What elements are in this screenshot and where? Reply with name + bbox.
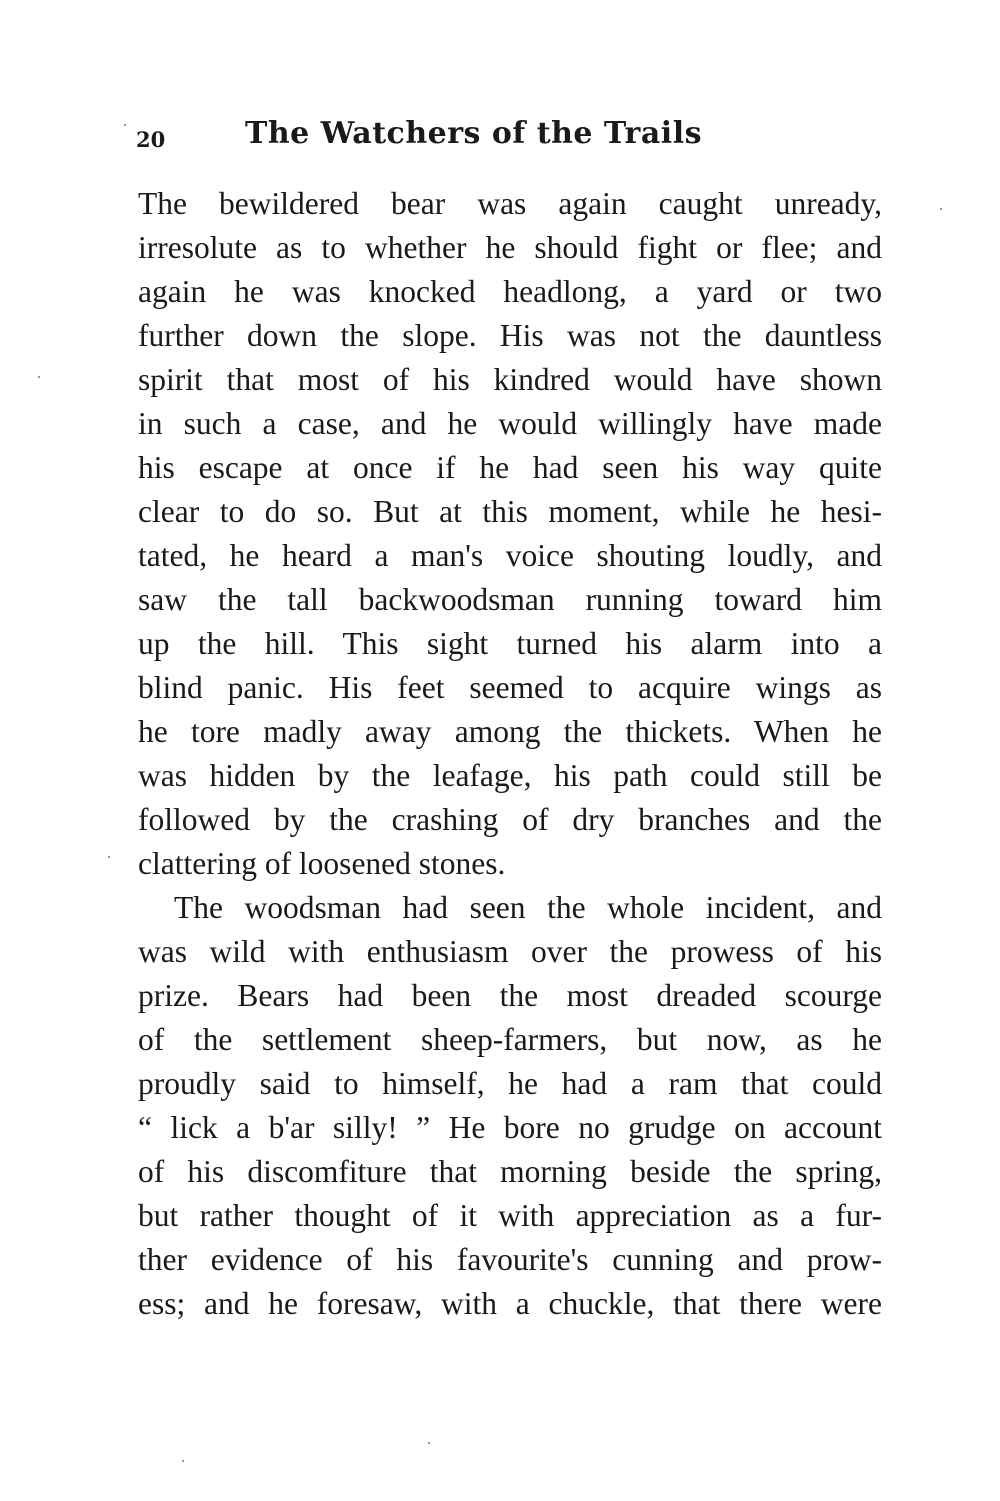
scan-speck [940, 208, 942, 210]
text-line: The woodsman had seen the whole incident, and [174, 890, 882, 925]
text-line: he tore madly away among the thickets. When he [138, 714, 882, 749]
text-line: was wild with enthusiasm over the prowess of his [138, 934, 882, 969]
text-line: tated, he heard a man's voice shouting loudly, and [138, 538, 882, 573]
scan-speck [182, 1460, 184, 1462]
text-line: up the hill. This sight turned his alarm into a [138, 626, 882, 661]
paragraph [138, 886, 882, 1326]
text-line: in such a case, and he would willingly have made [138, 406, 882, 441]
text-line: again he was knocked headlong, a yard or two [138, 274, 882, 309]
text-line: blind panic. His feet seemed to acquire wings as [138, 670, 882, 705]
page-number: 20 [136, 127, 166, 152]
text-line: was hidden by the leafage, his path could still be [138, 758, 882, 793]
running-title: The Watchers of the Trails [245, 116, 702, 151]
text-line: his escape at once if he had seen his way quite [138, 450, 882, 485]
text-line: but rather thought of it with appreciation as a fur- [138, 1198, 882, 1233]
text-line: clear to do so. But at this moment, while he hesi- [138, 494, 882, 529]
text-line: irresolute as to whether he should fight or flee; and [138, 230, 882, 265]
text-line: of the settlement sheep-farmers, but now, as he [138, 1022, 882, 1057]
text-line: ther evidence of his favourite's cunning and prow- [138, 1242, 882, 1277]
paragraph [138, 182, 882, 886]
text-line: spirit that most of his kindred would have shown [138, 362, 882, 397]
scan-speck [428, 1442, 430, 1444]
text-line: ess; and he foresaw, with a chuckle, that there were [138, 1286, 882, 1321]
text-line: clattering of loosened stones. [138, 846, 506, 881]
text-line: proudly said to himself, he had a ram that could [138, 1066, 882, 1101]
scan-speck [124, 124, 126, 126]
text-line: saw the tall backwoodsman running toward him [138, 582, 882, 617]
text-line: prize. Bears had been the most dreaded scourge [138, 978, 882, 1013]
text-line: The bewildered bear was again caught unready, [138, 186, 882, 221]
text-line: of his discomfiture that morning beside the spring, [138, 1154, 882, 1189]
scan-speck [38, 376, 40, 378]
body-text [138, 182, 882, 1326]
text-line: further down the slope. His was not the dauntless [138, 318, 882, 353]
page-header [136, 112, 896, 162]
scan-speck [108, 856, 110, 858]
text-line: followed by the crashing of dry branches and the [138, 802, 882, 837]
text-line: “ lick a b'ar silly! ” He bore no grudge on account [138, 1110, 882, 1145]
